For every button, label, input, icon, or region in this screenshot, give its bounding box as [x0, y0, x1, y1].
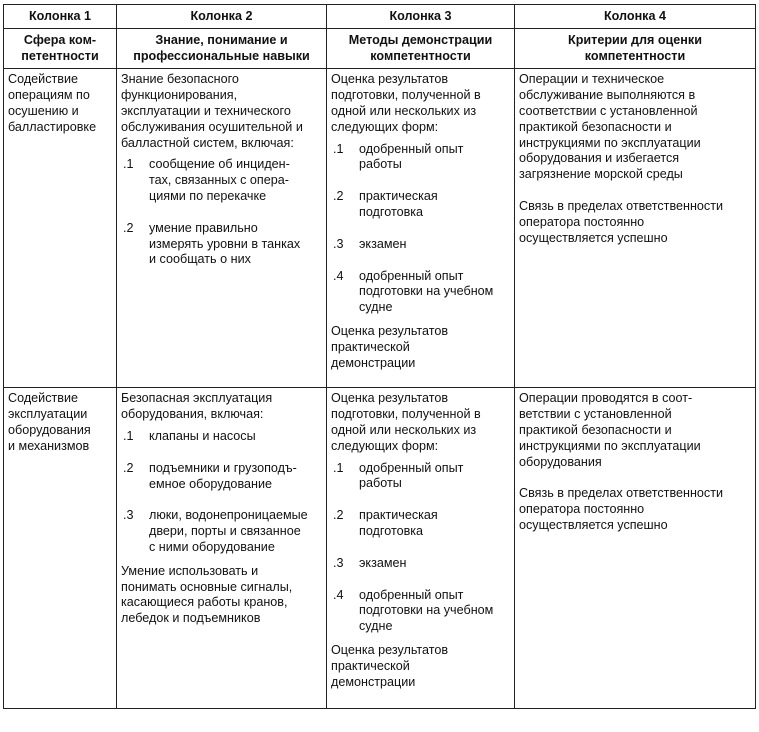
column-number-row — [4, 5, 756, 29]
column-header-3: Колонка 3 — [327, 5, 515, 29]
list-item-text: умение правильно измерять уровни в танках и сообщать о них — [149, 220, 301, 267]
table-row — [4, 388, 756, 709]
list-item-text: одобренный опыт работы — [359, 141, 464, 172]
list-item-text: экзамен — [359, 555, 407, 570]
knowledge-list — [121, 157, 322, 268]
knowledge-cell — [117, 388, 327, 709]
subheader-competence: Сфера ком- петентности — [4, 28, 117, 69]
column-title-row — [4, 28, 756, 69]
criteria-paragraph: Операции проводятся в соот- ветствии с установленной практикой безопасности и инструкциями по эксплуатации оборудования — [519, 391, 701, 469]
methods-outro: Оценка результатов практической демонстрации — [331, 642, 449, 689]
list-item — [121, 461, 322, 493]
methods-list — [331, 142, 510, 316]
knowledge-intro: Безопасная эксплуатация оборудования, включая: — [121, 391, 273, 422]
list-item-number: .3 — [123, 508, 134, 523]
column-header-1: Колонка 1 — [4, 5, 117, 29]
list-item-number: .2 — [123, 220, 134, 235]
subheader-methods: Методы демонстрации компетентности — [327, 28, 515, 69]
knowledge-list — [121, 429, 322, 556]
list-item-number: .2 — [333, 189, 344, 204]
list-item — [331, 508, 510, 540]
list-item-text: клапаны и насосы — [149, 428, 256, 443]
column-header-4: Колонка 4 — [515, 5, 756, 29]
list-item-number: .3 — [333, 555, 344, 570]
column-header-2: Колонка 2 — [117, 5, 327, 29]
methods-cell — [327, 69, 515, 388]
criteria-paragraph: Операции и техническое обслуживание выполняются в соответствии с установленной практикой безопасности и инструкциями по эксплуатации оборудования и избегается загрязнение морской среды — [519, 72, 701, 182]
methods-intro: Оценка результатов подготовки, полученной в одной или нескольких из следующих форм: — [331, 72, 481, 134]
list-item-text: сообщение об инциден- тах, связанных с опера- циями по перекачке — [149, 157, 290, 203]
list-item — [121, 221, 322, 268]
list-item-number: .2 — [123, 460, 134, 475]
competence-cell: Содействие операциям по осушению и балластировке — [4, 69, 117, 388]
methods-cell — [327, 388, 515, 709]
subheader-criteria: Критерии для оценки компетентности — [515, 28, 756, 69]
criteria-paragraph: Связь в пределах ответственности оператора постоянно осуществляется успешно — [519, 198, 724, 245]
list-item-text: практическая подготовка — [359, 508, 438, 538]
knowledge-cell — [117, 69, 327, 388]
list-item — [331, 588, 510, 635]
list-item-number: .1 — [123, 157, 134, 172]
list-item-text: одобренный опыт подготовки на учебном судне — [359, 268, 494, 315]
list-item-number: .2 — [333, 508, 344, 523]
list-item-text: практическая подготовка — [359, 189, 438, 219]
criteria-cell — [515, 69, 756, 388]
list-item-number: .1 — [333, 460, 344, 475]
list-item — [331, 556, 510, 572]
list-item — [331, 269, 510, 316]
list-item — [331, 237, 510, 253]
list-item-text: люки, водонепроницаемые двери, порты и связанное с ними оборудование — [149, 508, 308, 554]
competence-cell: Содействие эксплуатации оборудования и механизмов — [4, 388, 117, 709]
list-item — [121, 508, 322, 555]
list-item-text: экзамен — [359, 236, 407, 251]
subheader-knowledge: Знание, понимание и профессиональные навыки — [117, 28, 327, 69]
criteria-paragraph: Связь в пределах ответственности оператора постоянно осуществляется успешно — [519, 486, 724, 532]
knowledge-outro: Умение использовать и понимать основные сигналы, касающиеся работы кранов, лебедок и подъемников — [121, 563, 293, 626]
list-item-text: одобренный опыт работы — [359, 460, 464, 491]
list-item — [331, 142, 510, 174]
list-item-number: .1 — [123, 428, 134, 443]
list-item — [331, 189, 510, 221]
list-item-number: .4 — [333, 268, 344, 283]
list-item-text: подъемники и грузоподъ- емное оборудование — [149, 460, 297, 491]
list-item — [331, 461, 510, 493]
methods-intro: Оценка результатов подготовки, полученной в одной или нескольких из следующих форм: — [331, 391, 481, 453]
list-item — [121, 429, 322, 445]
competence-table — [3, 4, 756, 709]
methods-outro: Оценка результатов практической демонстрации — [331, 323, 449, 370]
list-item-number: .4 — [333, 587, 344, 602]
criteria-cell — [515, 388, 756, 709]
list-item-text: одобренный опыт подготовки на учебном судне — [359, 587, 494, 634]
list-item-number: .1 — [333, 141, 344, 156]
methods-list — [331, 461, 510, 635]
list-item — [121, 157, 322, 204]
list-item-number: .3 — [333, 236, 344, 251]
knowledge-intro: Знание безопасного функционирования, эксплуатации и технического обслуживания осушительной и балластной систем, включая: — [121, 72, 303, 150]
table-row — [4, 69, 756, 388]
